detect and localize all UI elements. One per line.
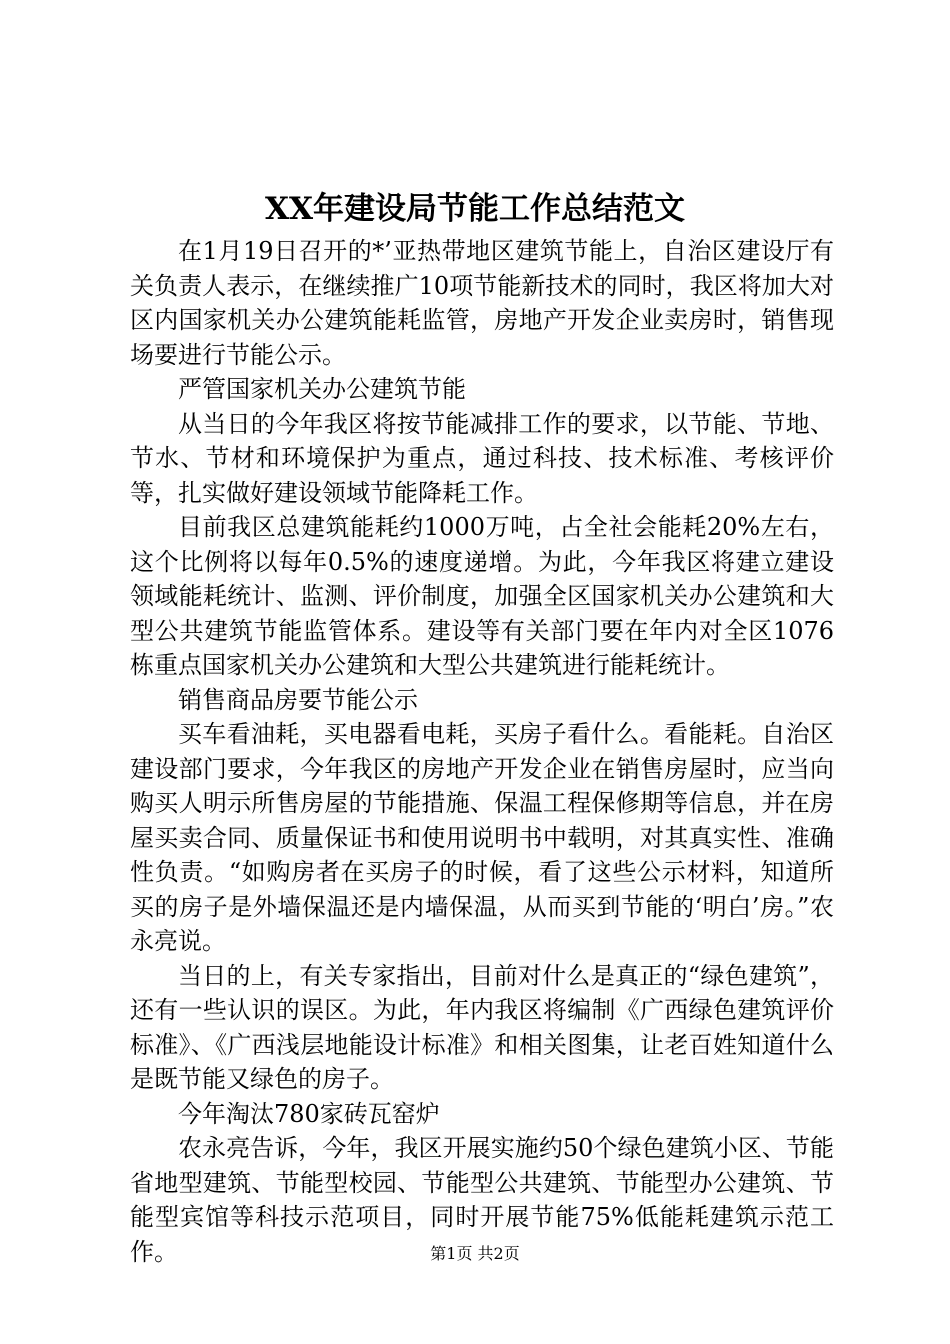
paragraph-green-building: 当日的上，有关专家指出，目前对什么是真正的“绿色建筑”，还有一些认识的误区。为此，年内我区将编制《广西绿色建筑评价标准》、《广西浅层地能设计标准》和相关图集，让老百姓知道什么是既节能又绿色的房子。 — [130, 961, 834, 1093]
paragraph-energy-statistics: 目前我区总建筑能耗约1000万吨，占全社会能耗20%左右，这个比例将以每年0.5%的速度递增。为此，今年我区将建立建设领域能耗统计、监测、评价制度，加强全区国家机关办公建筑和大型公共建筑节能监管体系。建设等有关部门要在年内对全区1076栋重点国家机关办公建筑和大型公共建筑进行能耗统计。 — [130, 513, 834, 679]
document-body — [130, 234, 834, 1269]
section-heading-office-buildings: 严管国家机关办公建筑节能 — [178, 375, 466, 403]
section-heading-housing-disclosure: 销售商品房要节能公示 — [178, 685, 418, 714]
document-title: XX年建设局节能工作总结范文 — [264, 191, 686, 227]
paragraph-intro: 在1月19日召开的*’亚热带地区建筑节能上，自治区建设厅有关负责人表示，在继续推广10项节能新技术的同时，我区将加大对区内国家机关办公建筑能耗监管，房地产开发企业卖房时，销售现场要进行节能公示。 — [130, 237, 834, 369]
section-heading-kilns: 今年淘汰780家砖瓦窑炉 — [178, 1099, 440, 1128]
paragraph-energy-goals: 从当日的今年我区将按节能减排工作的要求，以节能、节地、节水、节材和环境保护为重点，通过科技、技术标准、考核评价等，扎实做好建设领域节能降耗工作。 — [130, 409, 834, 507]
page-footer: 第1页 共2页 — [430, 1244, 520, 1263]
paragraph-demo-projects: 农永亮告诉，今年，我区开展实施约50个绿色建筑小区、节能省地型建筑、节能型校园、节能型公共建筑、节能型办公建筑、节能型宾馆等科技示范项目，同时开展节能75%低能耗建筑示范工作。 — [130, 1134, 834, 1266]
paragraph-housing-disclosure: 买车看油耗，买电器看电耗，买房子看什么。看能耗。自治区建设部门要求，今年我区的房地产开发企业在销售房屋时，应当向购买人明示所售房屋的节能措施、保温工程保修期等信息，并在房屋买卖合同、质量保证书和使用说明书中载明，对其真实性、准确性负责。“如购房者在买房子的时候，看了这些公示材料，知道所买的房子是外墙保温还是内墙保温，从而买到节能的‘明白’房。”农永亮说。 — [130, 720, 834, 955]
